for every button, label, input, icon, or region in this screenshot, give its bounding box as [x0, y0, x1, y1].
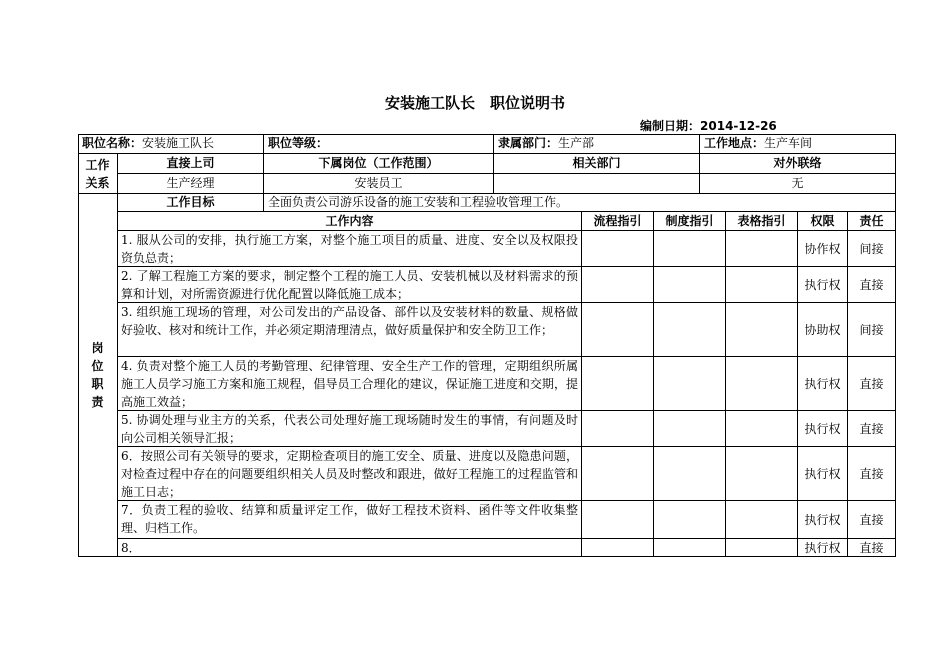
responsibility-cell: 直接 [848, 267, 896, 303]
duty-content: 2. 了解工程施工方案的要求，制定整个工程的施工人员、安装机械以及材料需求的预算和计划，对所需资源进行优化配置以降低施工成本； [118, 267, 582, 303]
authority-cell: 执行权 [798, 447, 848, 501]
authority-cell: 协助权 [798, 303, 848, 357]
authority-header: 权限 [798, 212, 848, 231]
form-guide-cell [726, 501, 798, 539]
location-label: 工作地点： [704, 136, 765, 150]
external-contact-header: 对外联络 [700, 154, 896, 174]
position-name-cell [78, 134, 264, 154]
system-guide-cell [654, 267, 726, 303]
duty-content: 5. 协调处理与业主方的关系，代表公司处理好施工现场随时发生的事情，有问题及时向公司相关领导汇报； [118, 411, 582, 447]
duty-content: 4. 负责对整个施工人员的考勤管理、纪律管理、安全生产工作的管理，定期组织所属施工人员学习施工方案和施工规程，倡导员工合理化的建议，保证施工进度和交期，提高施工效益； [118, 357, 582, 411]
system-guide-cell [654, 231, 726, 267]
job-duties-char: 责 [91, 395, 104, 409]
form-guide-cell [726, 303, 798, 357]
responsibility-cell: 直接 [848, 539, 896, 557]
responsibility-cell: 直接 [848, 501, 896, 539]
process-guide-cell [582, 411, 654, 447]
page-title: 安装施工队长 职位说明书 [384, 94, 565, 112]
process-guide-cell [582, 357, 654, 411]
duty-content: 8． [118, 539, 582, 557]
subordinate-value: 安装员工 [264, 174, 494, 194]
job-duties-label [78, 194, 118, 557]
process-guide-cell [582, 267, 654, 303]
system-guide-cell [654, 303, 726, 357]
authority-cell: 执行权 [798, 267, 848, 303]
superior-value: 生产经理 [118, 174, 264, 194]
authority-cell: 执行权 [798, 357, 848, 411]
job-duties-char: 职 [91, 377, 104, 391]
job-duties-char: 位 [91, 359, 104, 373]
authority-cell: 执行权 [798, 501, 848, 539]
responsibility-header: 责任 [848, 212, 896, 231]
job-duties-char: 岗 [91, 341, 104, 355]
system-guide-cell [654, 539, 726, 557]
department-value: 生产部 [558, 136, 595, 150]
system-guide-cell [654, 357, 726, 411]
work-goal-value: 全面负责公司游乐设备的施工安装和工程验收管理工作。 [264, 194, 896, 212]
system-guide-header: 制度指引 [654, 212, 726, 231]
position-name-label: 职位名称： [82, 136, 143, 150]
system-guide-cell [654, 501, 726, 539]
position-level-label: 职位等级： [268, 136, 329, 150]
process-guide-cell [582, 501, 654, 539]
work-goal-label: 工作目标 [118, 194, 264, 212]
process-guide-cell [582, 539, 654, 557]
system-guide-cell [654, 411, 726, 447]
date-label: 编制日期： [640, 119, 701, 133]
duty-content: 6．按照公司有关领导的要求，定期检查项目的施工安全、质量、进度以及隐患问题，对检查过程中存在的问题要组织相关人员及时整改和跟进，做好工程施工的过程监管和施工日志； [118, 447, 582, 501]
compile-date [640, 117, 777, 134]
process-guide-cell [582, 231, 654, 267]
duty-content: 1. 服从公司的安排，执行施工方案，对整个施工项目的质量、进度、安全以及权限投资负总责； [118, 231, 582, 267]
date-value: 2014-12-26 [700, 119, 777, 133]
responsibility-cell: 直接 [848, 357, 896, 411]
process-guide-cell [582, 303, 654, 357]
form-guide-cell [726, 267, 798, 303]
position-level-cell [264, 134, 494, 154]
position-name-value: 安装施工队长 [142, 136, 215, 150]
location-cell [700, 134, 896, 154]
process-guide-header: 流程指引 [582, 212, 654, 231]
responsibility-cell: 间接 [848, 303, 896, 357]
form-guide-header: 表格指引 [726, 212, 798, 231]
form-guide-cell [726, 357, 798, 411]
form-guide-cell [726, 231, 798, 267]
authority-cell: 执行权 [798, 411, 848, 447]
authority-cell: 执行权 [798, 539, 848, 557]
superior-header: 直接上司 [118, 154, 264, 174]
work-relations-label-line1: 工作 [85, 157, 110, 172]
authority-cell: 协作权 [798, 231, 848, 267]
location-value: 生产车间 [764, 136, 813, 150]
department-cell [494, 134, 700, 154]
responsibility-cell: 直接 [848, 411, 896, 447]
duty-content: 7．负责工程的验收、结算和质量评定工作，做好工程技术资料、函件等文件收集整理、归档工作。 [118, 501, 582, 539]
duty-content: 3. 组织施工现场的管理，对公司发出的产品设备、部件以及安装材料的数量、规格做好验收、核对和统计工作，并必须定期清理清点，做好质量保护和安全防卫工作； [118, 303, 582, 357]
work-relations-label-line2: 关系 [85, 175, 110, 190]
form-guide-cell [726, 447, 798, 501]
external-contact-value: 无 [700, 174, 896, 194]
responsibility-cell: 间接 [848, 231, 896, 267]
system-guide-cell [654, 447, 726, 501]
responsibility-cell: 直接 [848, 447, 896, 501]
process-guide-cell [582, 447, 654, 501]
related-dept-value [494, 174, 700, 194]
related-dept-header: 相关部门 [494, 154, 700, 174]
subordinate-header: 下属岗位（工作范围） [264, 154, 494, 174]
work-relations-label [78, 154, 118, 194]
form-guide-cell [726, 539, 798, 557]
department-label: 隶属部门： [498, 136, 559, 150]
form-guide-cell [726, 411, 798, 447]
content-header: 工作内容 [118, 212, 582, 231]
